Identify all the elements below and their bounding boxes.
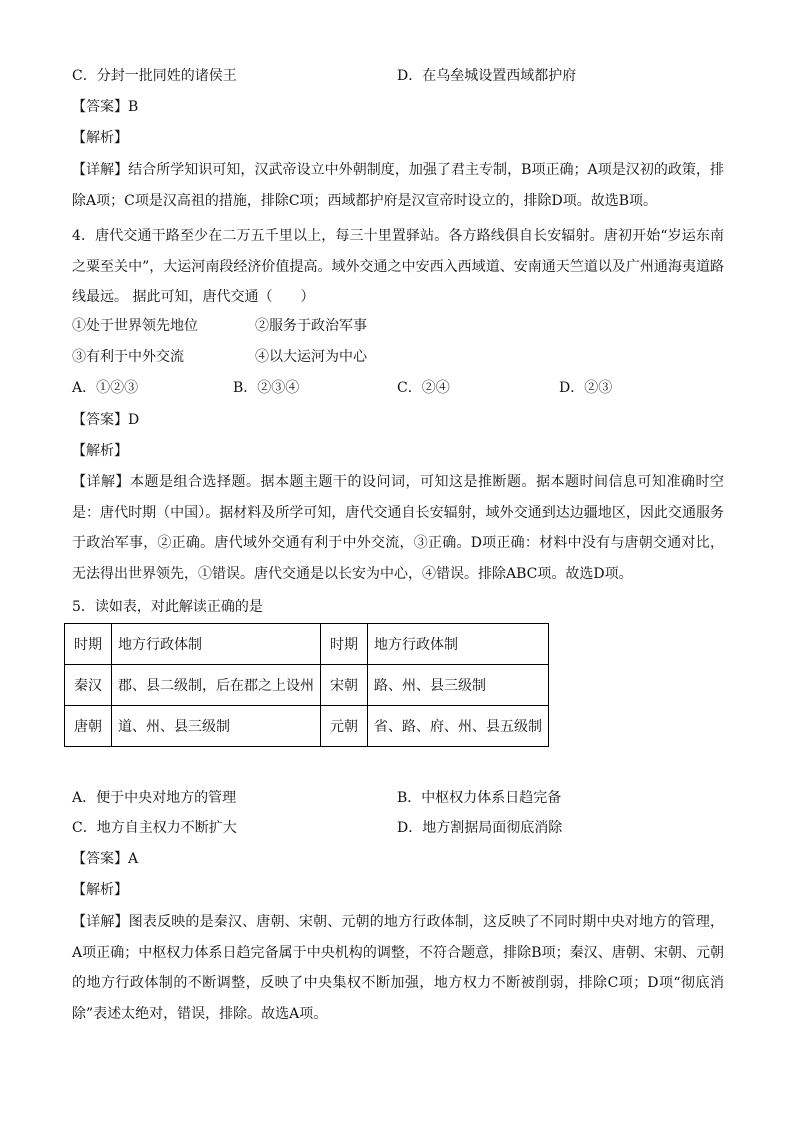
table-cell: 路、州、县三级制	[368, 665, 549, 706]
q5-answer: 【答案】A	[72, 851, 139, 867]
q5-analysis-heading: 【解析】	[72, 882, 128, 898]
q4-item-4: ④以大运河为中心	[255, 349, 367, 365]
table-header-cell: 时期	[321, 624, 368, 665]
q4-detail: 【详解】本题是组合选择题。据本题主题干的设问词，可知这是推断题。据本题时间信息可知准确时空是：唐代时期（中国）。据材料及所学可知，唐代交通自长安辐射，域外交通到达边疆地区，因此交通服务于政治军事，②正确。唐代域外交通有利于中外交流，③正确。D项正确：材料中没有与唐朝交通对比，无法得出世界领先，①错误。唐代交通是以长安为中心，④错误。排除ABC项。故选D项。	[72, 474, 724, 582]
q3-option-d: D．在乌垒城设置西域都护府	[397, 68, 577, 84]
table-row	[65, 665, 549, 706]
table-cell: 秦汉	[65, 665, 112, 706]
table-header-cell: 地方行政体制	[112, 624, 321, 665]
q3-answer: 【答案】B	[72, 99, 139, 115]
q4-option-c: C．②④	[397, 380, 450, 396]
q4-option-b: B．②③④	[233, 380, 300, 396]
table-cell: 唐朝	[65, 706, 112, 747]
admin-system-table	[64, 623, 549, 747]
table-header-cell: 时期	[65, 624, 112, 665]
q4-item-2: ②服务于政治军事	[255, 318, 367, 334]
q4-stem: 4．唐代交通干路至少在二万五千里以上，每三十里置驿站。各方路线俱自长安辐射。唐初开始“岁运东南之粟至关中”，大运河南段经济价值提高。域外交通之中安西入西域道、安南通天竺道以及广州通海夷道路线最远。 据此可知，唐代交通（ ）	[72, 228, 724, 305]
q3-option-c: C．分封一批同姓的诸侯王	[72, 68, 237, 84]
q4-option-d: D．②③	[559, 380, 613, 396]
q5-option-b: B．中枢权力体系日趋完备	[397, 790, 562, 806]
q3-analysis-heading: 【解析】	[72, 130, 128, 146]
table-header-cell: 地方行政体制	[368, 624, 549, 665]
table-cell: 郡、县二级制，后在郡之上设州	[112, 665, 321, 706]
table-row	[65, 706, 549, 747]
table-cell: 道、州、县三级制	[112, 706, 321, 747]
table-cell: 宋朝	[321, 665, 368, 706]
q4-item-3: ③有利于中外交流	[72, 349, 184, 365]
table-cell: 元朝	[321, 706, 368, 747]
table-header-row	[65, 624, 549, 665]
q4-answer: 【答案】D	[72, 412, 140, 428]
q5-option-a: A．便于中央对地方的管理	[72, 790, 237, 806]
q4-analysis-heading: 【解析】	[72, 443, 128, 459]
q5-stem: 5．读如表，对此解读正确的是	[72, 599, 263, 615]
q4-item-1: ①处于世界领先地位	[72, 318, 198, 334]
q4-option-a: A．①②③	[72, 380, 139, 396]
q5-option-d: D．地方割据局面彻底消除	[397, 820, 563, 836]
q5-option-c: C．地方自主权力不断扩大	[72, 820, 237, 836]
q3-detail: 【详解】结合所学知识可知，汉武帝设立中外朝制度，加强了君主专制，B项正确；A项是汉初的政策，排除A项；C项是汉高祖的措施，排除C项；西域都护府是汉宣帝时设立的，排除D项。故选B项。	[72, 162, 724, 209]
table-cell: 省、路、府、州、县五级制	[368, 706, 549, 747]
q5-detail: 【详解】图表反映的是秦汉、唐朝、宋朝、元朝的地方行政体制，这反映了不同时期中央对地方的管理，A项正确；中枢权力体系日趋完备属于中央机构的调整，不符合题意，排除B项；秦汉、唐朝、宋朝、元朝的地方行政体制的不断调整，反映了中央集权不断加强，地方权力不断被削弱，排除C项；D项“彻底消除”表述太绝对，错误，排除。故选A项。	[72, 914, 724, 1022]
